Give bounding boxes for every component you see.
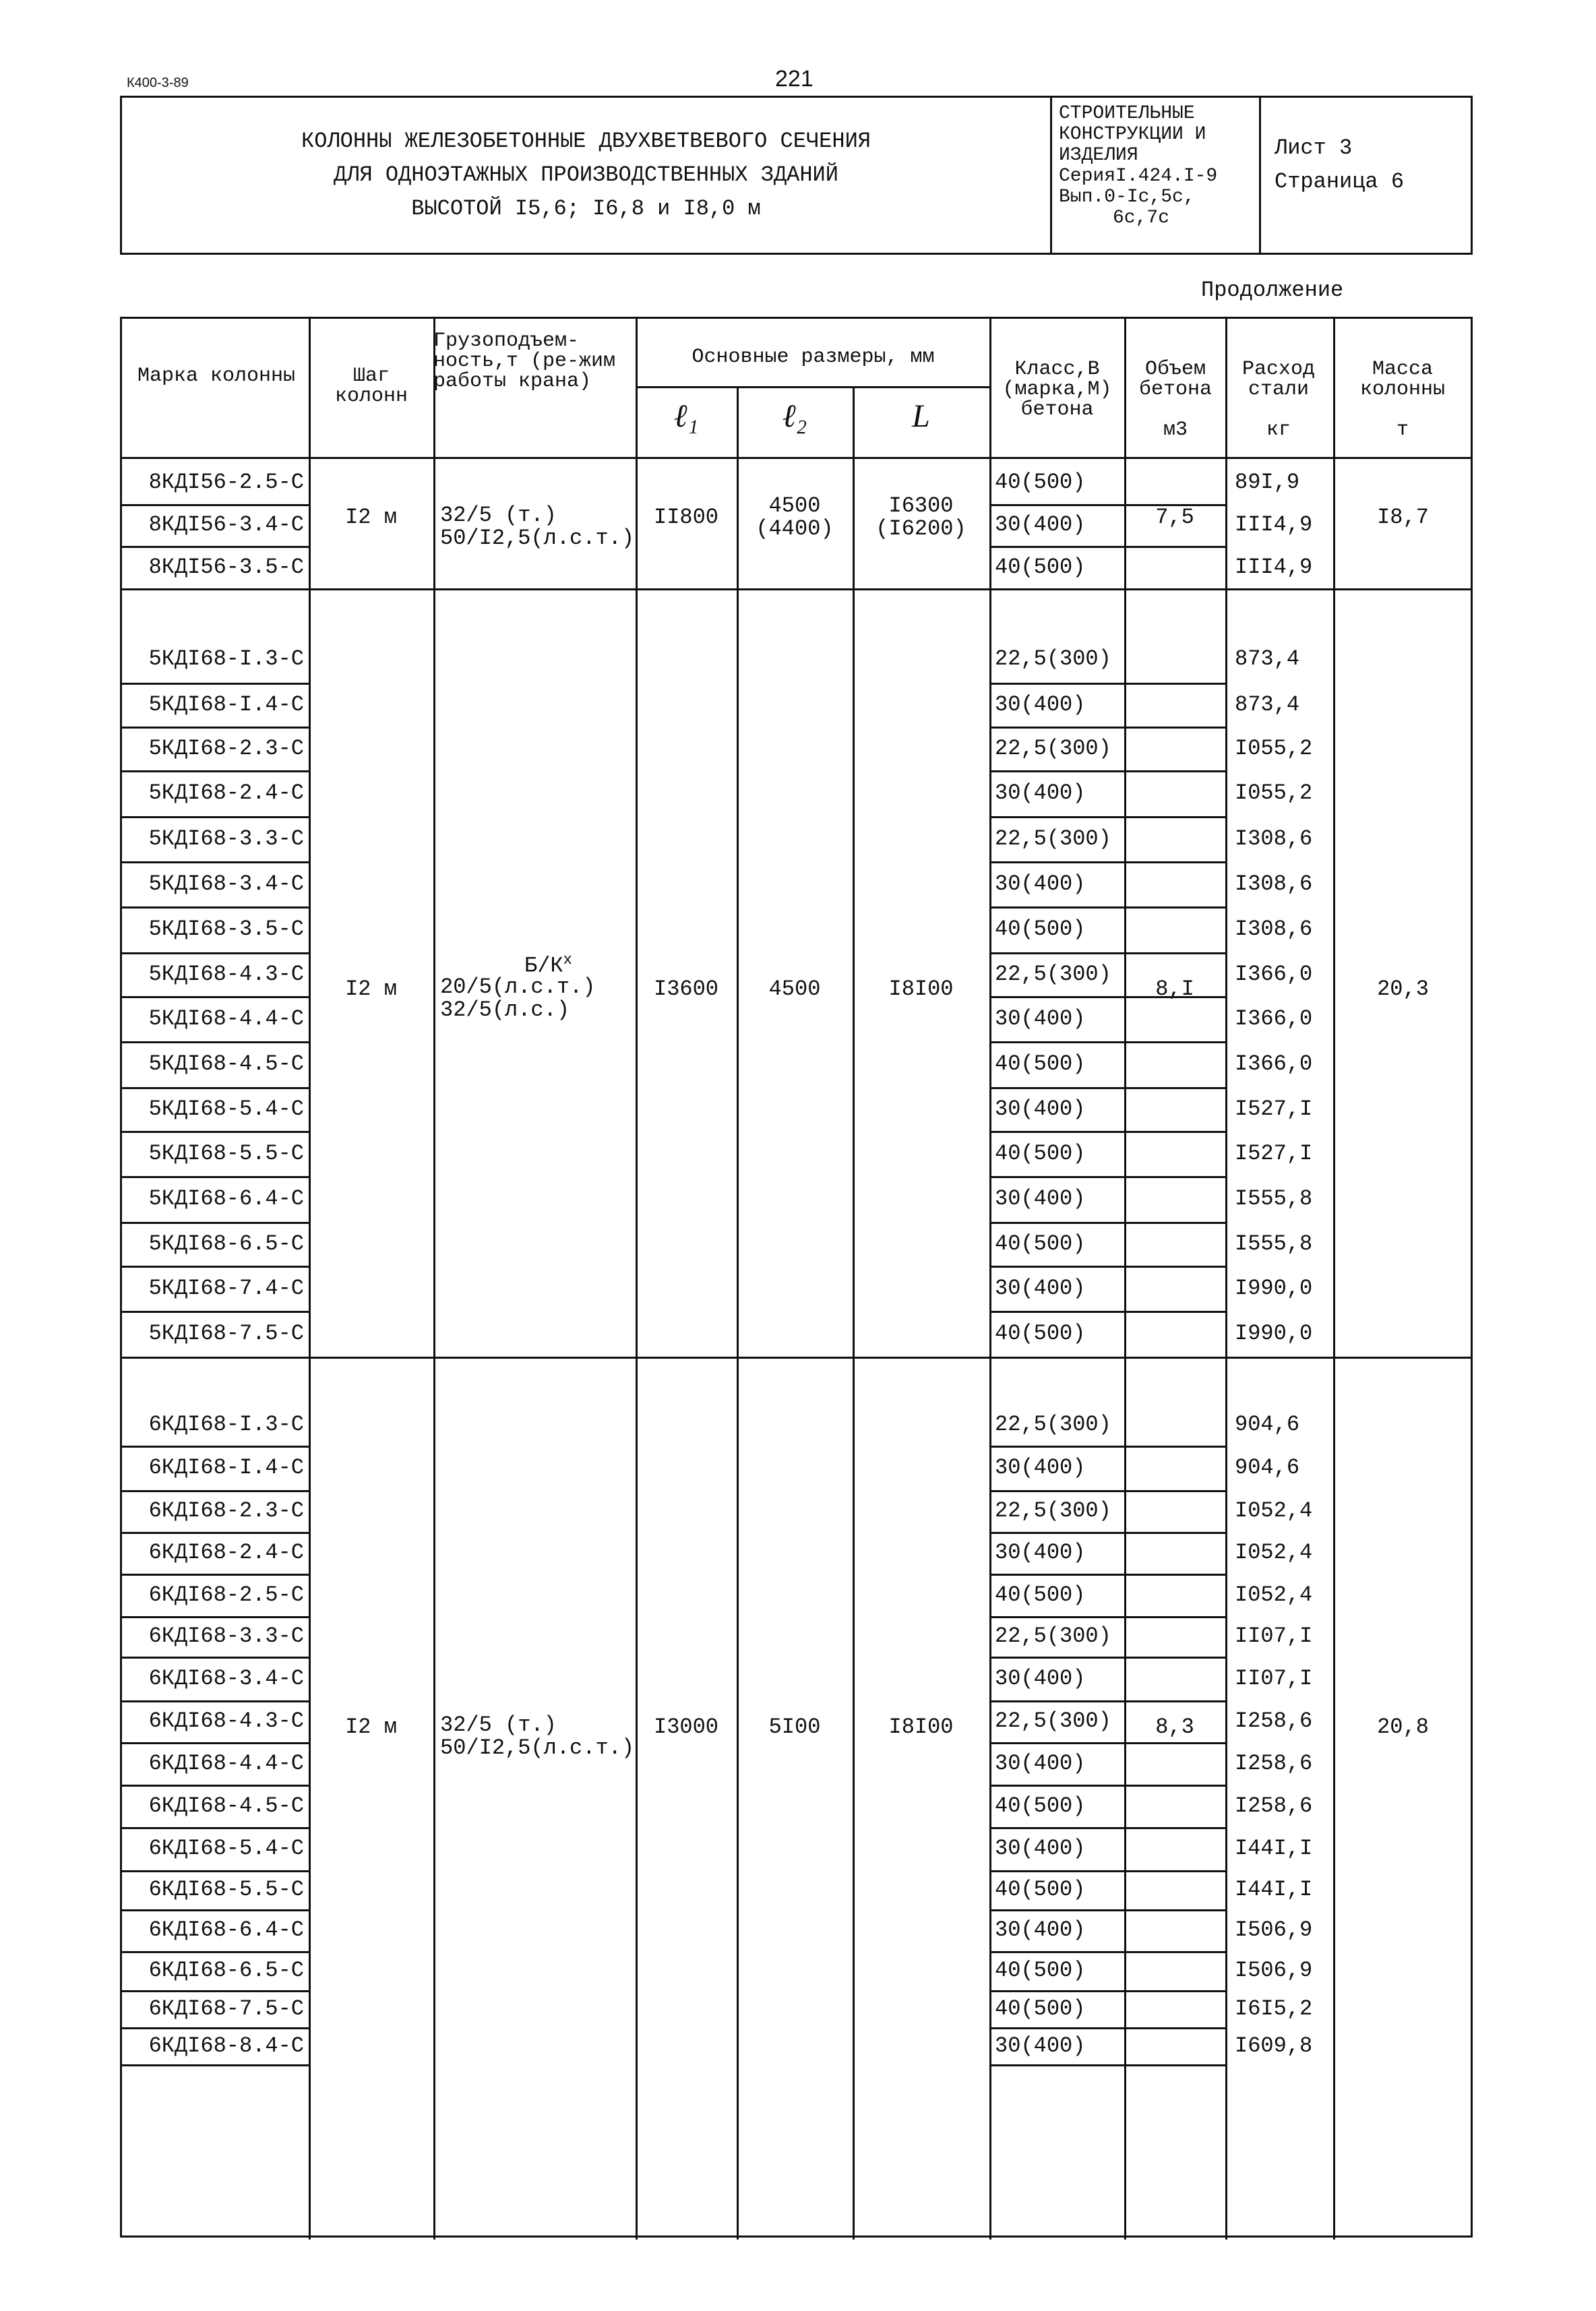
row-divider <box>122 2064 309 2066</box>
row-divider <box>989 1087 1225 1089</box>
steel-consumption: I052,4 <box>1235 1498 1313 1523</box>
concrete-class: 40(500) <box>995 1793 1086 1818</box>
concrete-class: 30(400) <box>995 1917 1086 1942</box>
header-dimensions: Основные размеры, мм <box>692 346 935 369</box>
row-divider <box>989 1742 1225 1744</box>
row-divider <box>122 1131 309 1133</box>
column-mark: 6КДI68-4.5-С <box>148 1793 304 1818</box>
capacity-mode-label <box>447 949 713 978</box>
dimensions-subheader-divider <box>636 386 989 388</box>
steel-consumption: I258,6 <box>1235 1793 1313 1818</box>
steel-consumption: III4,9 <box>1235 512 1313 537</box>
header-l2: ℓ₂ <box>782 398 807 434</box>
column-mark: 8КДI56-3.4-С <box>148 512 304 537</box>
capacity-prefix: Б/К <box>524 953 563 979</box>
steel-consumption: I506,9 <box>1235 1958 1313 1983</box>
title-line: КОЛОННЫ ЖЕЛЕЗОБЕТОННЫЕ ДВУХВЕТВЕВОГО СЕЧЕНИЯ <box>301 129 871 154</box>
steel-consumption: I055,2 <box>1235 735 1313 761</box>
steel-consumption: I052,4 <box>1235 1582 1313 1607</box>
row-divider <box>989 1311 1225 1313</box>
row-divider <box>122 1827 309 1829</box>
header-capacity: Грузоподъем-ность,т (ре-жим работы крана) <box>433 330 616 393</box>
steel-consumption: I308,6 <box>1235 917 1313 942</box>
concrete-class: 30(400) <box>995 1455 1086 1480</box>
row-divider <box>989 1446 1225 1448</box>
row-divider <box>122 952 309 954</box>
row-divider <box>989 770 1225 772</box>
column-mark: 6КДI68-I.3-С <box>148 1412 304 1437</box>
header-step: Шаг колонн <box>334 365 408 408</box>
concrete-class: 22,5(300) <box>995 961 1111 987</box>
dimension-l1: I3600 <box>653 977 718 1002</box>
series-line: Вып.0-Iс,5с, <box>1059 187 1195 208</box>
header-bottom-border <box>122 457 1473 459</box>
row-divider <box>989 1990 1225 1992</box>
column-mark: 5КДI68-7.4-С <box>148 1275 304 1301</box>
row-divider <box>122 770 309 772</box>
concrete-class: 40(500) <box>995 1877 1086 1902</box>
row-divider <box>989 1827 1225 1829</box>
header-steel: Расход стали <box>1241 358 1316 401</box>
dimension-l2: 5I00 <box>768 1715 821 1739</box>
header-mark: Марка колонны <box>137 365 296 388</box>
column-divider <box>1225 319 1227 2240</box>
row-divider <box>989 1131 1225 1133</box>
header-volume-unit: м3 <box>1163 419 1188 441</box>
dimension-l1: II800 <box>653 505 718 530</box>
steel-consumption: I555,8 <box>1235 1186 1313 1211</box>
concrete-class: 30(400) <box>995 1540 1086 1565</box>
page-label: Страница 6 <box>1275 169 1405 194</box>
column-mass: 20,3 <box>1377 977 1429 1002</box>
column-mark: 5КДI68-5.5-С <box>148 1140 304 1166</box>
concrete-class: 22,5(300) <box>995 1498 1111 1523</box>
steel-consumption: I555,8 <box>1235 1231 1313 1256</box>
concrete-class: 40(500) <box>995 1051 1086 1076</box>
column-divider <box>853 386 855 2240</box>
column-mark: 5КДI68-I.3-С <box>148 646 304 671</box>
steel-consumption: I055,2 <box>1235 780 1313 805</box>
dimension-L: I8I00 <box>888 977 954 1002</box>
series-line: 6с,7с <box>1113 208 1170 228</box>
concrete-class: 40(500) <box>995 917 1086 942</box>
dimension-l2: 4500 (4400) <box>756 493 834 541</box>
concrete-class: 30(400) <box>995 691 1086 717</box>
column-mark: 8КДI56-3.5-С <box>148 554 304 580</box>
row-divider <box>122 1222 309 1224</box>
column-step: I2 м <box>345 1715 397 1739</box>
concrete-class: 40(500) <box>995 1582 1086 1607</box>
concrete-class: 40(500) <box>995 469 1086 495</box>
steel-consumption: 904,6 <box>1235 1412 1300 1437</box>
row-divider <box>122 1087 309 1089</box>
concrete-class: 22,5(300) <box>995 1624 1111 1648</box>
concrete-class: 22,5(300) <box>995 1412 1111 1437</box>
row-divider <box>122 996 309 998</box>
document-code-stamp: К400-3-89 <box>127 75 189 90</box>
column-mark: 6КДI68-8.4-С <box>148 2033 304 2058</box>
row-divider <box>122 727 309 729</box>
series-line: ИЗДЕЛИЯ <box>1059 145 1138 166</box>
concrete-class: 22,5(300) <box>995 735 1111 761</box>
concrete-class: 30(400) <box>995 1186 1086 1211</box>
column-divider <box>433 319 435 2240</box>
dimension-L: I8I00 <box>888 1715 954 1739</box>
steel-consumption: 89I,9 <box>1235 469 1300 495</box>
steel-consumption: I366,0 <box>1235 961 1313 987</box>
row-divider <box>989 1951 1225 1953</box>
capacity-footnote-mark: x <box>563 952 572 968</box>
concrete-class: 22,5(300) <box>995 646 1111 671</box>
steel-consumption: I990,0 <box>1235 1275 1313 1301</box>
row-divider <box>989 1041 1225 1043</box>
column-mark: 5КДI68-2.4-С <box>148 780 304 805</box>
row-divider <box>122 546 309 548</box>
row-divider <box>989 1222 1225 1224</box>
steel-consumption: I506,9 <box>1235 1917 1313 1942</box>
column-divider <box>1333 319 1335 2240</box>
row-divider <box>989 1574 1225 1576</box>
column-mark: 5КДI68-3.4-С <box>148 871 304 896</box>
row-divider <box>122 1532 309 1534</box>
column-mark: 6КДI68-6.4-С <box>148 1917 304 1942</box>
steel-consumption: I308,6 <box>1235 826 1313 851</box>
column-mark: 6КДI68-2.4-С <box>148 1540 304 1565</box>
row-divider <box>989 546 1225 548</box>
row-divider <box>122 1176 309 1178</box>
row-divider <box>989 2027 1225 2029</box>
title-block-sheet <box>1261 131 1483 199</box>
steel-consumption: I990,0 <box>1235 1321 1313 1346</box>
concrete-class: 30(400) <box>995 1836 1086 1861</box>
row-divider <box>122 1616 309 1618</box>
concrete-class: 40(500) <box>995 1321 1086 1346</box>
row-divider <box>122 1574 309 1576</box>
column-divider <box>737 386 739 2240</box>
column-mark: 5КДI68-5.4-С <box>148 1096 304 1121</box>
concrete-class: 30(400) <box>995 1096 1086 1121</box>
concrete-class: 40(500) <box>995 1231 1086 1256</box>
crane-capacity: 32/5 (т.) 50/I2,5(л.с.т.) <box>440 503 635 551</box>
column-mark: 5КДI68-7.5-С <box>148 1321 304 1346</box>
steel-consumption: III4,9 <box>1235 554 1313 580</box>
row-divider <box>122 2027 309 2029</box>
concrete-class: 30(400) <box>995 1006 1086 1031</box>
series-line: СТРОИТЕЛЬНЫЕ <box>1059 103 1195 124</box>
row-divider <box>122 1870 309 1872</box>
concrete-class: 22,5(300) <box>995 1708 1111 1733</box>
column-step: I2 м <box>345 505 397 530</box>
dimension-l2: 4500 <box>768 977 821 1002</box>
concrete-class: 30(400) <box>995 1750 1086 1776</box>
row-divider <box>989 1700 1225 1702</box>
column-mark: 6КДI68-7.5-С <box>148 1996 304 2021</box>
header-l1: ℓ₁ <box>673 398 699 434</box>
concrete-class: 30(400) <box>995 871 1086 896</box>
column-mark: 6КДI68-6.5-С <box>148 1958 304 1983</box>
row-divider <box>989 1909 1225 1911</box>
column-step: I2 м <box>345 977 397 1002</box>
header-L: L <box>912 398 930 434</box>
header-volume: Объем бетона <box>1138 358 1213 401</box>
concrete-class: 30(400) <box>995 2033 1086 2058</box>
steel-consumption: I308,6 <box>1235 871 1313 896</box>
dimension-l1: I3000 <box>653 1715 718 1739</box>
steel-consumption: I527,I <box>1235 1096 1313 1121</box>
column-mark: 6КДI68-5.4-С <box>148 1836 304 1861</box>
row-divider <box>989 1870 1225 1872</box>
concrete-class: 30(400) <box>995 1275 1086 1301</box>
steel-consumption: 873,4 <box>1235 646 1300 671</box>
title-block-series <box>1052 98 1261 253</box>
row-divider <box>989 1176 1225 1178</box>
header-class: Класс,В (марка,М) бетона <box>1002 358 1112 421</box>
concrete-volume: 8,I <box>1155 977 1194 1002</box>
steel-consumption: II07,I <box>1235 1665 1313 1691</box>
row-divider <box>989 1490 1225 1492</box>
column-divider <box>636 319 638 2240</box>
columns-table <box>120 317 1473 2238</box>
row-divider <box>122 861 309 863</box>
concrete-class: 30(400) <box>995 780 1086 805</box>
continuation-caption: Продолжение <box>1201 278 1344 303</box>
column-mark: 6КДI68-4.3-С <box>148 1708 304 1733</box>
dimension-L: I6300 (I6200) <box>876 493 966 541</box>
row-divider <box>122 1990 309 1992</box>
row-divider <box>989 1266 1225 1268</box>
concrete-class: 30(400) <box>995 1665 1086 1691</box>
title-line: ДЛЯ ОДНОЭТАЖНЫХ ПРОИЗВОДСТВЕННЫХ ЗДАНИЙ <box>334 162 838 187</box>
crane-capacity: 32/5 (т.) 50/I2,5(л.с.т.) <box>440 1713 635 1760</box>
row-divider <box>122 1266 309 1268</box>
concrete-class: 30(400) <box>995 512 1086 537</box>
row-divider <box>122 1909 309 1911</box>
header-mass: Масса колонны <box>1359 358 1446 401</box>
header-steel-unit: кг <box>1266 419 1291 441</box>
steel-consumption: I258,6 <box>1235 1708 1313 1733</box>
group-divider <box>122 1357 1473 1359</box>
row-divider <box>122 683 309 685</box>
column-divider <box>309 319 311 2240</box>
steel-consumption: I258,6 <box>1235 1750 1313 1776</box>
steel-consumption: I052,4 <box>1235 1540 1313 1565</box>
row-divider <box>122 906 309 908</box>
column-mark: 6КДI68-3.4-С <box>148 1665 304 1691</box>
row-divider <box>989 906 1225 908</box>
row-divider <box>989 1616 1225 1618</box>
column-mark: 5КДI68-I.4-С <box>148 691 304 717</box>
steel-consumption: I366,0 <box>1235 1051 1313 1076</box>
concrete-class: 40(500) <box>995 554 1086 580</box>
row-divider <box>989 727 1225 729</box>
column-mark: 5КДI68-3.3-С <box>148 826 304 851</box>
column-mark: 5КДI68-4.3-С <box>148 961 304 987</box>
row-divider <box>989 861 1225 863</box>
row-divider <box>122 504 309 506</box>
page-number: 221 <box>775 66 814 92</box>
concrete-class: 22,5(300) <box>995 826 1111 851</box>
row-divider <box>989 1657 1225 1659</box>
column-mark: 5КДI68-6.5-С <box>148 1231 304 1256</box>
header-mass-unit: т <box>1396 419 1409 441</box>
row-divider <box>989 2064 1225 2066</box>
column-mark: 6КДI68-2.5-С <box>148 1582 304 1607</box>
column-mass: 20,8 <box>1377 1715 1429 1739</box>
column-mark: 8КДI56-2.5-С <box>148 469 304 495</box>
series-line: КОНСТРУКЦИИ И <box>1059 124 1206 145</box>
row-divider <box>122 816 309 818</box>
steel-consumption: I366,0 <box>1235 1006 1313 1031</box>
concrete-volume: 8,3 <box>1155 1715 1194 1739</box>
crane-capacity: 20/5(л.с.т.) 32/5(л.с.) <box>440 975 596 1022</box>
steel-consumption: I44I,I <box>1235 1877 1313 1902</box>
title-block <box>120 96 1473 255</box>
steel-consumption: I6I5,2 <box>1235 1996 1313 2021</box>
column-mark: 6КДI68-I.4-С <box>148 1455 304 1480</box>
concrete-volume: 7,5 <box>1155 505 1194 530</box>
row-divider <box>989 1785 1225 1787</box>
row-divider <box>122 1951 309 1953</box>
steel-consumption: I44I,I <box>1235 1836 1313 1861</box>
title-block-main <box>122 98 1052 253</box>
row-divider <box>122 1490 309 1492</box>
steel-consumption: I527,I <box>1235 1140 1313 1166</box>
row-divider <box>989 952 1225 954</box>
concrete-class: 40(500) <box>995 1996 1086 2021</box>
row-divider <box>122 1785 309 1787</box>
steel-consumption: 904,6 <box>1235 1455 1300 1480</box>
group-divider <box>122 588 1473 590</box>
row-divider <box>989 816 1225 818</box>
column-mark: 5КДI68-3.5-С <box>148 917 304 942</box>
row-divider <box>122 1657 309 1659</box>
column-mark: 5КДI68-6.4-С <box>148 1186 304 1211</box>
concrete-class: 40(500) <box>995 1140 1086 1166</box>
row-divider <box>122 1742 309 1744</box>
row-divider <box>989 683 1225 685</box>
steel-consumption: I609,8 <box>1235 2033 1313 2058</box>
row-divider <box>122 1041 309 1043</box>
column-mark: 6КДI68-3.3-С <box>148 1624 304 1648</box>
steel-consumption: 873,4 <box>1235 691 1300 717</box>
row-divider <box>122 1700 309 1702</box>
column-mark: 6КДI68-2.3-С <box>148 1498 304 1523</box>
steel-consumption: II07,I <box>1235 1624 1313 1648</box>
column-mark: 6КДI68-5.5-С <box>148 1877 304 1902</box>
column-mark: 6КДI68-4.4-С <box>148 1750 304 1776</box>
row-divider <box>122 1311 309 1313</box>
column-mark: 5КДI68-4.5-С <box>148 1051 304 1076</box>
column-mark: 5КДI68-2.3-С <box>148 735 304 761</box>
concrete-class: 40(500) <box>995 1958 1086 1983</box>
row-divider <box>122 1446 309 1448</box>
column-mass: I8,7 <box>1377 505 1429 530</box>
series-line: СерияI.424.I-9 <box>1059 166 1218 187</box>
column-mark: 5КДI68-4.4-С <box>148 1006 304 1031</box>
sheet-number: Лист 3 <box>1275 135 1353 160</box>
row-divider <box>989 1532 1225 1534</box>
title-line: ВЫСОТОЙ I5,6; I6,8 и I8,0 м <box>411 196 761 221</box>
